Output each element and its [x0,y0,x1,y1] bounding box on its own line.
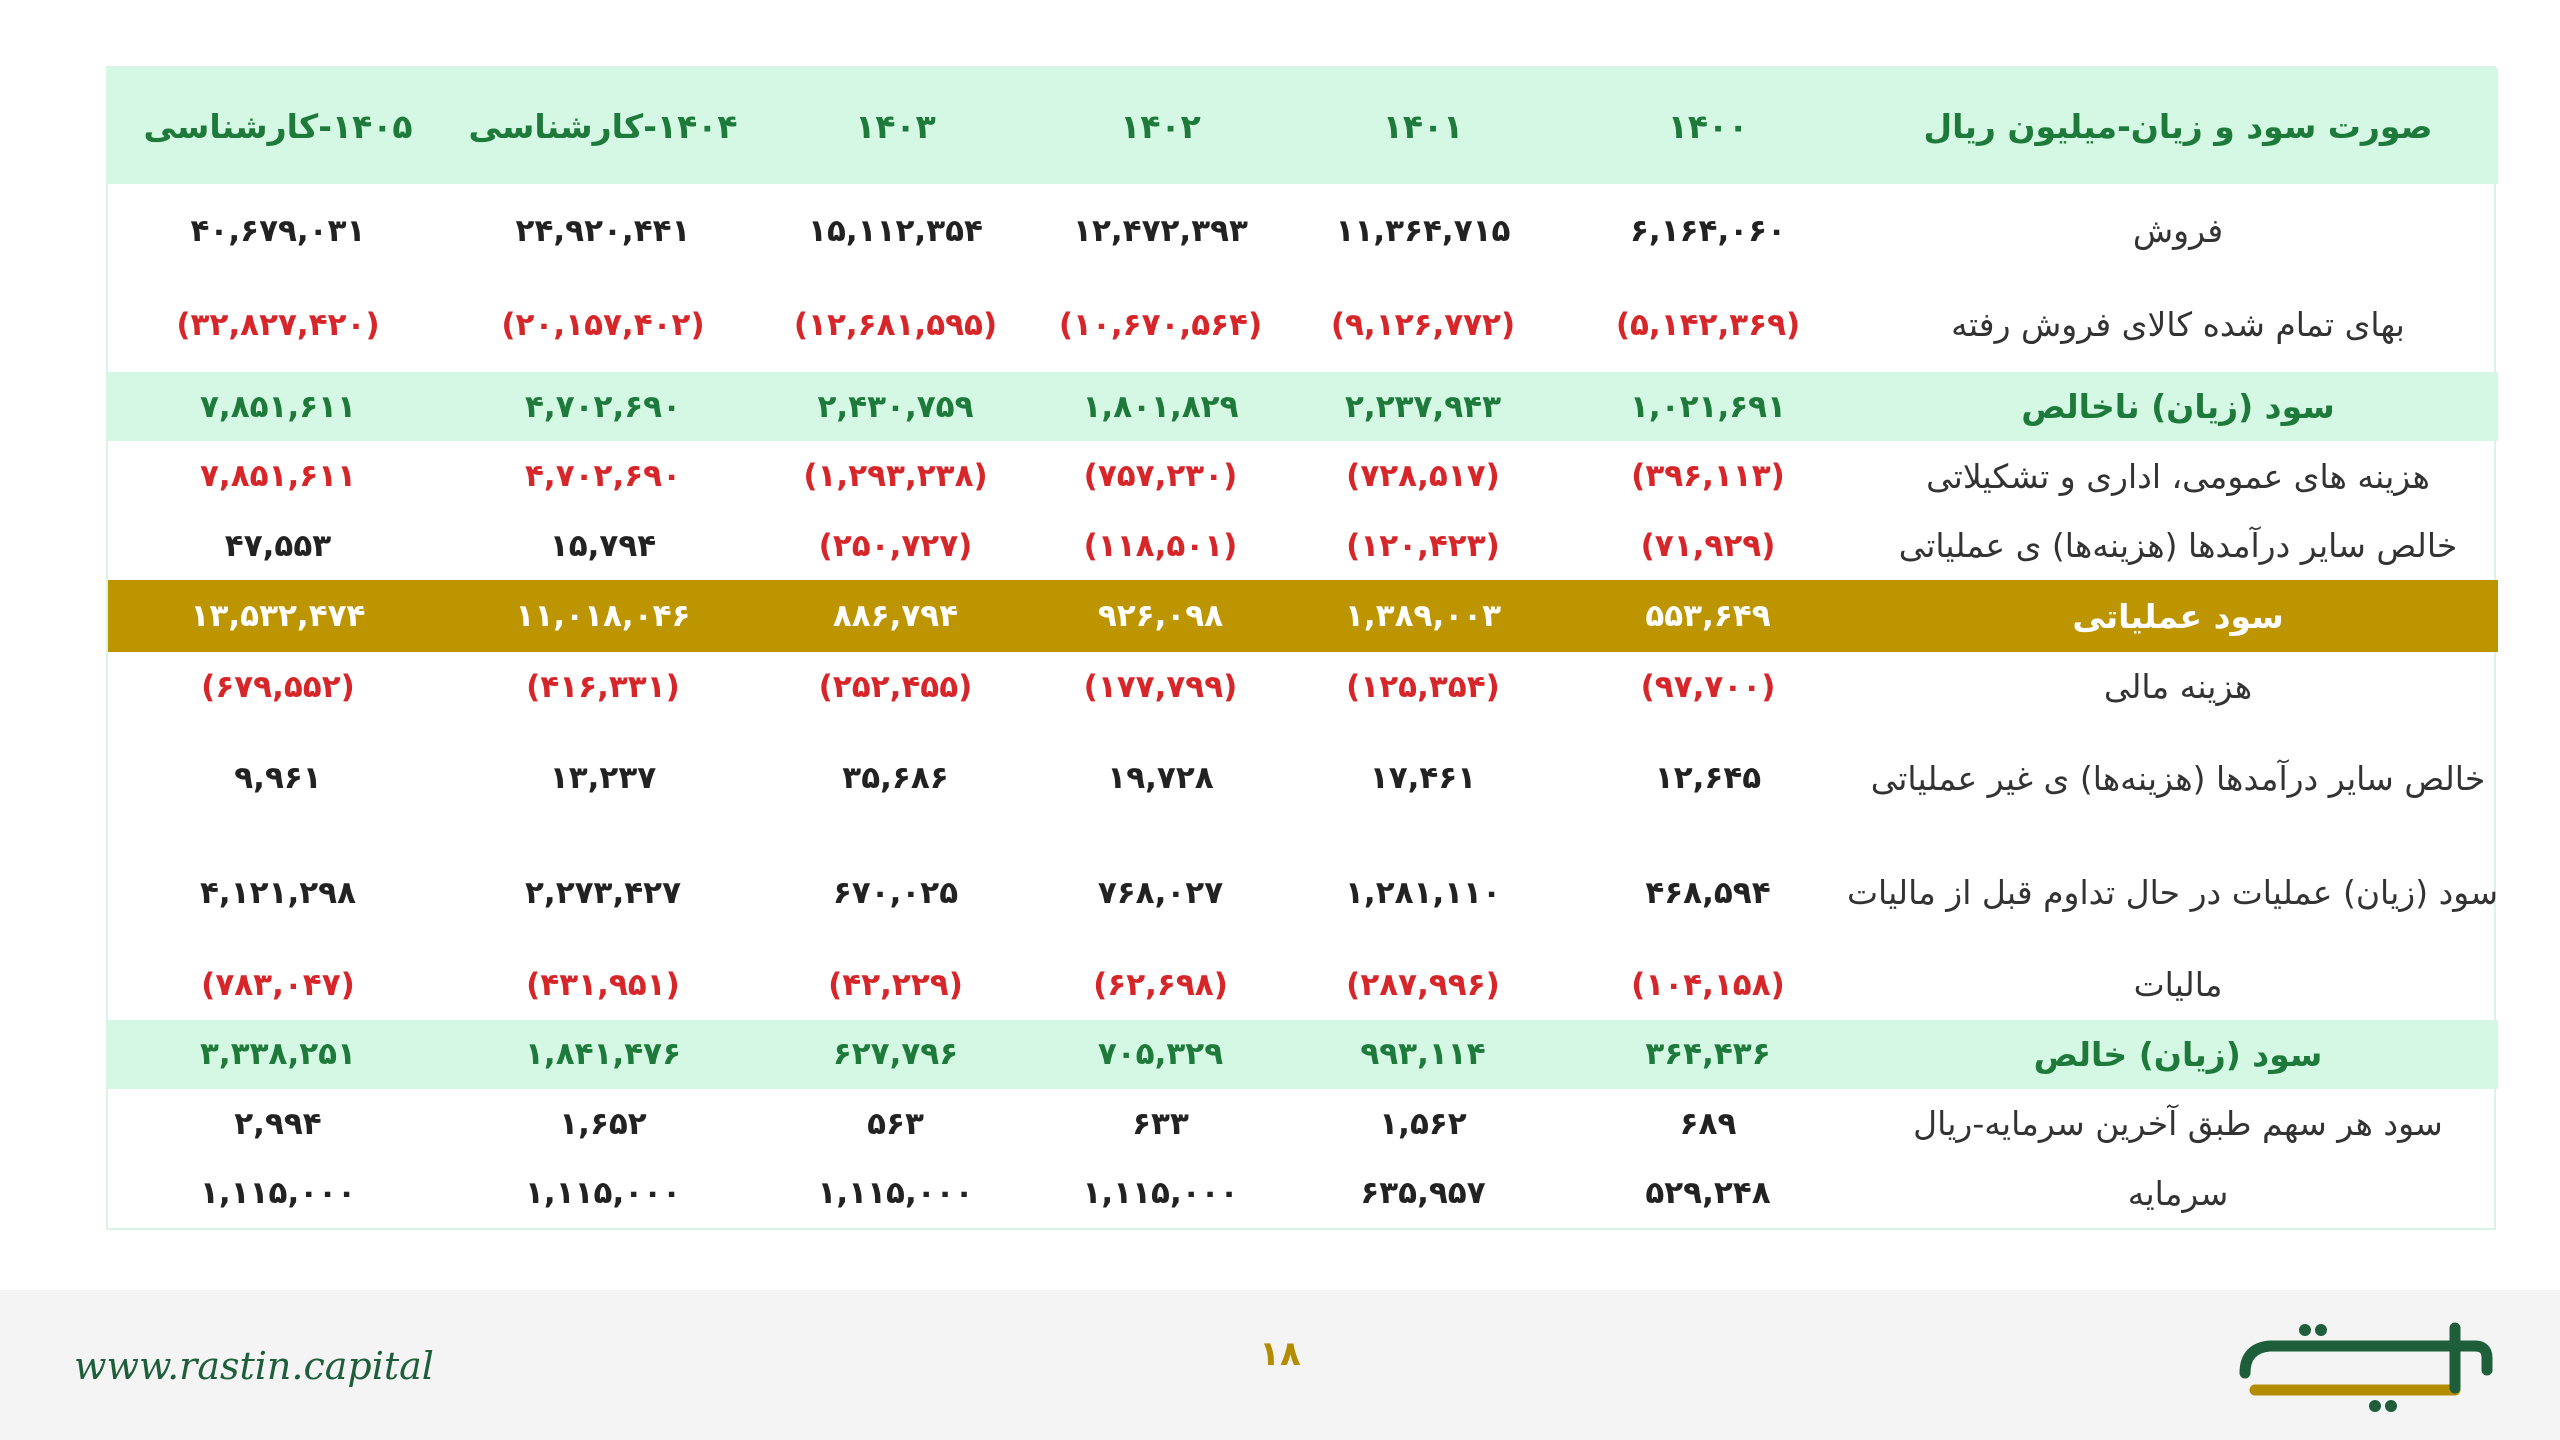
cell-value: ۹,۹۶۱ [234,760,322,797]
table-row [108,1089,2498,1158]
cell-value: ۴,۷۰۲,۶۹۰ [448,372,758,441]
cell-value: ۳۵,۶۸۶ [842,760,949,797]
cell-value: ۱۵,۷۹۴ [549,527,657,564]
cell-value: ۶۸۹ [1679,1105,1737,1142]
cell-value: (۲۸۷,۹۹۶) [1346,966,1500,1003]
cell-value: (۱۰۴,۱۵۸) [1631,966,1785,1003]
cell-value: (۷۵۷,۲۳۰) [1083,458,1238,495]
cell-value: (۳۲,۸۲۷,۴۲۰) [176,306,380,343]
cell-value: ۱,۱۱۵,۰۰۰ [817,1175,974,1212]
cell-value: ۷۰۵,۳۲۹ [1033,1020,1288,1089]
cell-value: ۱,۱۱۵,۰۰۰ [525,1175,681,1212]
cell-value: ۵۵۳,۶۴۹ [1558,580,1858,652]
cell-value: ۶۷۰,۰۲۵ [832,874,959,911]
rastin-logo [2225,1318,2505,1418]
header-year-1403: ۱۴۰۳ [758,68,1033,184]
header-year-1402: ۱۴۰۲ [1033,68,1288,184]
cell-value: (۳۹۶,۱۱۳) [1631,458,1785,495]
table-row [108,721,2498,835]
cell-value: ۱۲,۶۴۵ [1654,760,1762,797]
row-label: خالص سایر درآمدها (هزینه‌ها) ی عملیاتی [1898,526,2458,566]
cell-value: ۳,۳۳۸,۲۵۱ [108,1020,448,1089]
header-year-1401: ۱۴۰۱ [1288,68,1558,184]
cell-value: (۲۵۰,۷۲۷) [818,527,973,564]
header-year-1405: ۱۴۰۵-کارشناسی [108,68,448,184]
cell-value: ۴,۱۲۱,۲۹۸ [200,874,356,911]
cell-value: ۱۳,۲۳۷ [549,760,657,797]
row-label: سرمایه [2127,1173,2229,1213]
cell-value: (۵,۱۴۲,۳۶۹) [1615,306,1801,343]
cell-value: (۱۲۰,۴۲۳) [1346,527,1500,564]
cell-value: ۴۶۸,۵۹۴ [1645,874,1771,911]
footer-bar [0,1290,2560,1440]
cell-value: ۱,۳۸۹,۰۰۳ [1288,580,1558,652]
cell-value: (۶۷۹,۵۵۲) [201,668,355,705]
cell-value: (۴۳۱,۹۵۱) [526,966,680,1003]
cell-value: ۷,۸۵۱,۶۱۱ [108,372,448,441]
cell-value: ۱,۵۶۲ [1379,1105,1467,1142]
page-number: ۱۸ [1259,1334,1301,1374]
header-year-1404: ۱۴۰۴-کارشناسی [448,68,758,184]
row-label: هزینه های عمومی، اداری و تشکیلاتی [1926,456,2430,496]
cell-value: (۱۷۷,۷۹۹) [1083,668,1238,705]
row-label: سود (زیان) عملیات در حال تداوم قبل از مالیات [1846,873,2498,913]
cell-value: ۱۱,۰۱۸,۰۴۶ [448,580,758,652]
cell-value: ۱,۸۴۱,۴۷۶ [448,1020,758,1089]
cell-value: ۲,۲۳۷,۹۴۳ [1288,372,1558,441]
cell-value: ۱,۰۲۱,۶۹۱ [1558,372,1858,441]
cell-value: ۱۵,۱۱۲,۳۵۴ [808,212,983,249]
cell-value: ۸۸۶,۷۹۴ [758,580,1033,652]
table-row [108,278,2498,372]
cell-value: (۷۲۸,۵۱۷) [1346,458,1500,495]
website-link[interactable]: www.rastin.capital [74,1344,434,1388]
table-row [108,511,2498,580]
header-title: صورت سود و زیان-میلیون ریال [1858,68,2498,184]
cell-value: ۱۲,۴۷۲,۳۹۳ [1073,212,1248,249]
row-label: بهای تمام شده کالای فروش رفته [1951,305,2405,345]
cell-value: ۲۴,۹۲۰,۴۴۱ [515,212,691,249]
cell-value: ۱۷,۴۶۱ [1369,760,1477,797]
cell-value: ۴۰,۶۷۹,۰۳۱ [190,212,366,249]
table-row [108,1020,2498,1089]
cell-value: ۶۲۷,۷۹۶ [758,1020,1033,1089]
cell-value: ۴۷,۵۵۳ [224,527,332,564]
cell-value: ۶۳۵,۹۵۷ [1360,1175,1486,1212]
table-row [108,652,2498,721]
row-label: فروش [2132,211,2224,251]
row-label: مالیات [2133,965,2223,1005]
cell-value: (۷۱,۹۲۹) [1640,527,1776,564]
cell-value: ۲,۴۳۰,۷۵۹ [758,372,1033,441]
cell-value: ۶۳۳ [1132,1105,1189,1142]
cell-value: (۱,۲۹۳,۲۳۸) [803,458,988,495]
cell-value: (۲۰,۱۵۷,۴۰۲) [501,306,705,343]
cell-value: (۱۲۵,۳۵۴) [1346,668,1500,705]
row-label: سود هر سهم طبق آخرین سرمایه-ریال [1913,1104,2443,1144]
cell-value: ۹۲۶,۰۹۸ [1033,580,1288,652]
cell-value: ۹۹۳,۱۱۴ [1288,1020,1558,1089]
cell-value: (۷۸۳,۰۴۷) [201,966,355,1003]
cell-value: ۱۳,۵۳۲,۴۷۴ [108,580,448,652]
cell-value: ۲,۲۷۳,۴۲۷ [525,874,681,911]
cell-value: ۳۶۴,۴۳۶ [1558,1020,1858,1089]
cell-value: (۹,۱۲۶,۷۷۲) [1330,306,1516,343]
table-row [108,1158,2498,1228]
cell-value: ۱,۲۸۱,۱۱۰ [1345,874,1501,911]
cell-value: ۷۶۸,۰۲۷ [1097,874,1224,911]
row-label: خالص سایر درآمدها (هزینه‌ها) ی غیر عملیاتی [1870,758,2486,798]
cell-value: ۵۶۳ [867,1105,924,1142]
cell-value: ۴,۷۰۲,۶۹۰ [525,458,681,495]
cell-value: (۱۰,۶۷۰,۵۶۴) [1058,306,1263,343]
income-statement-table [108,68,2498,1228]
row-label: هزینه مالی [2103,667,2253,707]
cell-value: (۱۱۸,۵۰۱) [1083,527,1238,564]
cell-value: (۴۲,۲۲۹) [828,966,963,1003]
cell-value: ۱۱,۳۶۴,۷۱۵ [1335,212,1511,249]
cell-value: ۱,۱۱۵,۰۰۰ [200,1175,356,1212]
table-row [108,836,2498,950]
cell-value: (۲۵۲,۴۵۵) [818,668,973,705]
table-row [108,441,2498,510]
cell-value: ۱,۸۰۱,۸۲۹ [1033,372,1288,441]
table-row [108,372,2498,441]
cell-value: (۹۷,۷۰۰) [1640,668,1776,705]
cell-value: ۱,۶۵۲ [559,1105,647,1142]
row-label: سود (زیان) ناخالص [1858,372,2498,441]
header-year-1400: ۱۴۰۰ [1558,68,1858,184]
row-label: سود (زیان) خالص [1858,1020,2498,1089]
cell-value: ۷,۸۵۱,۶۱۱ [200,458,356,495]
cell-value: ۲,۹۹۴ [234,1105,322,1142]
table-row [108,950,2498,1019]
cell-value: (۴۱۶,۳۳۱) [526,668,680,705]
cell-value: ۱,۱۱۵,۰۰۰ [1082,1175,1239,1212]
table-row [108,580,2498,652]
table-header-row [108,68,2498,184]
cell-value: (۶۲,۶۹۸) [1093,966,1228,1003]
income-statement-table-container [106,66,2496,1230]
table-row [108,184,2498,278]
row-label: سود عملیاتی [1858,580,2498,652]
cell-value: ۱۹,۷۲۸ [1107,760,1214,797]
cell-value: ۶,۱۶۴,۰۶۰ [1630,212,1786,249]
cell-value: (۱۲,۶۸۱,۵۹۵) [793,306,998,343]
cell-value: ۵۲۹,۲۴۸ [1645,1175,1771,1212]
